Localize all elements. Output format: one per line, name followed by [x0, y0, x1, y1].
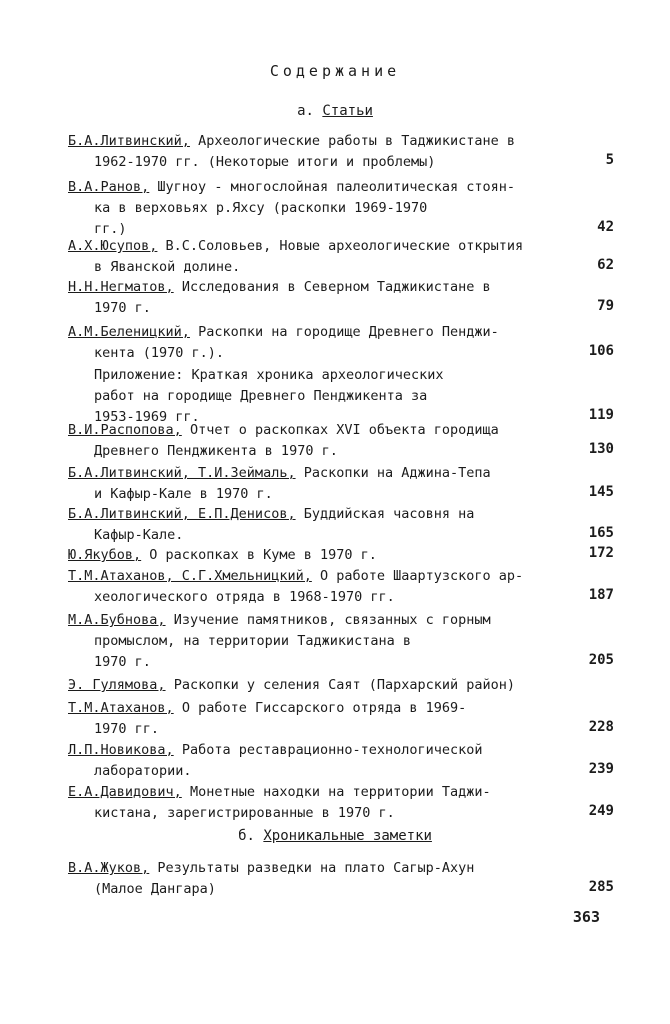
entry-title-text: гг.) — [94, 221, 127, 237]
entry-page-number: 79 — [597, 298, 614, 314]
entry-line — [68, 858, 608, 879]
entry-title-text: (Малое Дангара) — [94, 881, 216, 897]
entry-line — [68, 879, 608, 900]
entry-line — [68, 782, 608, 803]
entry-page-number: 249 — [588, 803, 614, 819]
entry-page-number: 285 — [588, 879, 614, 895]
toc-entry — [68, 131, 608, 173]
entry-title-text: кента (1970 г.). — [94, 345, 225, 361]
entry-line — [68, 463, 608, 484]
entry-line — [68, 152, 608, 173]
toc-entry — [68, 177, 608, 240]
entry-line — [68, 386, 608, 407]
entry-author: А.М.Беленицкий, — [68, 324, 190, 340]
entry-line — [68, 343, 608, 364]
entry-title-text: Кафыр-Кале. — [94, 527, 184, 543]
toc-entry — [68, 858, 608, 900]
entry-line — [68, 322, 608, 343]
section-marker: а. — [297, 103, 314, 119]
toc-entry — [68, 675, 608, 696]
entry-author: Б.А.Литвинский, — [68, 133, 190, 149]
toc-entry — [68, 504, 608, 546]
section-chronicle-heading — [0, 828, 670, 844]
entry-title-text: 1970 г. — [94, 654, 151, 670]
entry-page-number: 42 — [597, 219, 614, 235]
entry-title-text: хеологического отряда в 1968-1970 гг. — [94, 589, 395, 605]
entry-page-number: 62 — [597, 257, 614, 273]
entry-page-number: 172 — [588, 545, 614, 561]
section-label: Хроникальные заметки — [263, 828, 432, 844]
entry-title-text: Отчет о раскопках XVI объекта городища — [189, 422, 499, 438]
entry-line — [68, 277, 608, 298]
toc-entry — [68, 782, 608, 824]
entry-author: Л.П.Новикова, — [68, 742, 174, 758]
entry-title-text: 1953-1969 гг. — [94, 409, 200, 425]
entry-title-text: Исследования в Северном Таджикистане в — [181, 279, 491, 295]
toc-title: Содержание — [269, 62, 401, 80]
entry-line — [68, 198, 608, 219]
entry-page-number: 5 — [605, 152, 614, 168]
entry-title-text: Раскопки на городище Древнего Пенджи- — [198, 324, 499, 340]
toc-entry — [68, 420, 608, 462]
entry-title-text: 1970 г. — [94, 300, 151, 316]
toc-entry — [68, 698, 608, 740]
entry-title-text: В.С.Соловьев, Новые археологические открытия — [165, 238, 524, 254]
entry-author: Е.А.Давидович, — [68, 784, 182, 800]
entry-author: А.Х.Юсупов, — [68, 238, 158, 254]
toc-entry — [68, 365, 608, 428]
entry-title-text: работ на городище Древнего Пенджикента за — [94, 388, 428, 404]
entry-title-text: промыслом, на территории Таджикистана в — [94, 633, 411, 649]
entry-line — [68, 675, 608, 696]
entry-line — [68, 719, 608, 740]
entry-title-text: Шугноу - многослойная палеолитическая стоян- — [157, 179, 516, 195]
entry-line — [68, 525, 608, 546]
entry-line — [68, 545, 608, 566]
entry-author: М.А.Бубнова, — [68, 612, 166, 628]
entry-title-text: Древнего Пенджикента в 1970 г. — [94, 443, 338, 459]
entry-title-text: Результаты разведки на плато Сагыр-Ахун — [157, 860, 475, 876]
page-number: 363 — [572, 908, 600, 926]
entry-author: В.А.Жуков, — [68, 860, 150, 876]
entry-page-number: 165 — [588, 525, 614, 541]
entry-line — [68, 131, 608, 152]
entry-title-text: 1962-1970 гг. (Некоторые итоги и проблемы) — [94, 154, 436, 170]
entry-line — [68, 761, 608, 782]
entry-author: Ю.Якубов, — [68, 547, 142, 563]
entry-title-text: О раскопках в Куме в 1970 г. — [149, 547, 377, 563]
entry-line — [68, 652, 608, 673]
entry-line — [68, 698, 608, 719]
section-marker: б. — [238, 828, 255, 844]
entry-line — [68, 803, 608, 824]
entry-title-text: О работе Гиссарского отряда в 1969- — [181, 700, 467, 716]
entry-page-number: 187 — [588, 587, 614, 603]
entry-line — [68, 587, 608, 608]
entry-line — [68, 298, 608, 319]
section-label: Статьи — [322, 103, 373, 119]
entry-page-number: 239 — [588, 761, 614, 777]
entry-title-text: в Яванской долине. — [94, 259, 241, 275]
entry-title-text: Приложение: Краткая хроника археологических — [94, 367, 444, 383]
entry-title-text: Монетные находки на территории Таджи- — [189, 784, 491, 800]
entry-author: В.А.Ранов, — [68, 179, 150, 195]
entry-author: Э. Гулямова, — [68, 677, 166, 693]
entry-title-text: Работа реставрационно-технологической — [181, 742, 483, 758]
entry-page-number: 119 — [588, 407, 614, 423]
entry-line — [68, 420, 608, 441]
entry-title-text: 1970 гг. — [94, 721, 160, 737]
entry-author: Т.М.Атаханов, — [68, 700, 174, 716]
entry-title-text: и Кафыр-Кале в 1970 г. — [94, 486, 273, 502]
entry-author: Т.М.Атаханов, С.Г.Хмельницкий, — [68, 568, 312, 584]
entry-title-text: Изучение памятников, связанных с горным — [173, 612, 491, 628]
toc-entry — [68, 740, 608, 782]
entry-author: Н.Н.Негматов, — [68, 279, 174, 295]
entry-line — [68, 177, 608, 198]
section-articles-heading — [0, 103, 670, 119]
entry-line — [68, 257, 608, 278]
entry-page-number: 145 — [588, 484, 614, 500]
toc-entry — [68, 545, 608, 566]
toc-entry — [68, 322, 608, 364]
entry-author: В.И.Распопова, — [68, 422, 182, 438]
entry-line — [68, 236, 608, 257]
toc-entry — [68, 566, 608, 608]
entry-title-text: лаборатории. — [94, 763, 192, 779]
entry-page-number: 130 — [588, 441, 614, 457]
toc-entry — [68, 236, 608, 278]
entry-line — [68, 740, 608, 761]
entry-line — [68, 566, 608, 587]
entry-title-text: Буддийская часовня на — [303, 506, 475, 522]
entry-line — [68, 504, 608, 525]
entry-author: Б.А.Литвинский, Т.И.Зеймаль, — [68, 465, 296, 481]
entry-page-number: 228 — [588, 719, 614, 735]
entry-line — [68, 484, 608, 505]
entry-title-text: Раскопки на Аджина-Тепа — [303, 465, 491, 481]
entry-title-text: Археологические работы в Таджикистане в — [198, 133, 516, 149]
entry-title-text: кистана, зарегистрированные в 1970 г. — [94, 805, 395, 821]
entry-line — [68, 441, 608, 462]
toc-entry — [68, 277, 608, 319]
entry-line — [68, 631, 608, 652]
toc-entry — [68, 610, 608, 673]
entry-title-text: О работе Шаартузского ар- — [319, 568, 524, 584]
entry-page-number: 205 — [588, 652, 614, 668]
entry-line — [68, 365, 608, 386]
entry-page-number: 106 — [588, 343, 614, 359]
entry-line — [68, 610, 608, 631]
entry-title-text: ка в верховьях р.Яхсу (раскопки 1969-1970 — [94, 200, 428, 216]
entry-author: Б.А.Литвинский, Е.П.Денисов, — [68, 506, 296, 522]
toc-entry — [68, 463, 608, 505]
entry-title-text: Раскопки у селения Саят (Пархарский район) — [173, 677, 516, 693]
